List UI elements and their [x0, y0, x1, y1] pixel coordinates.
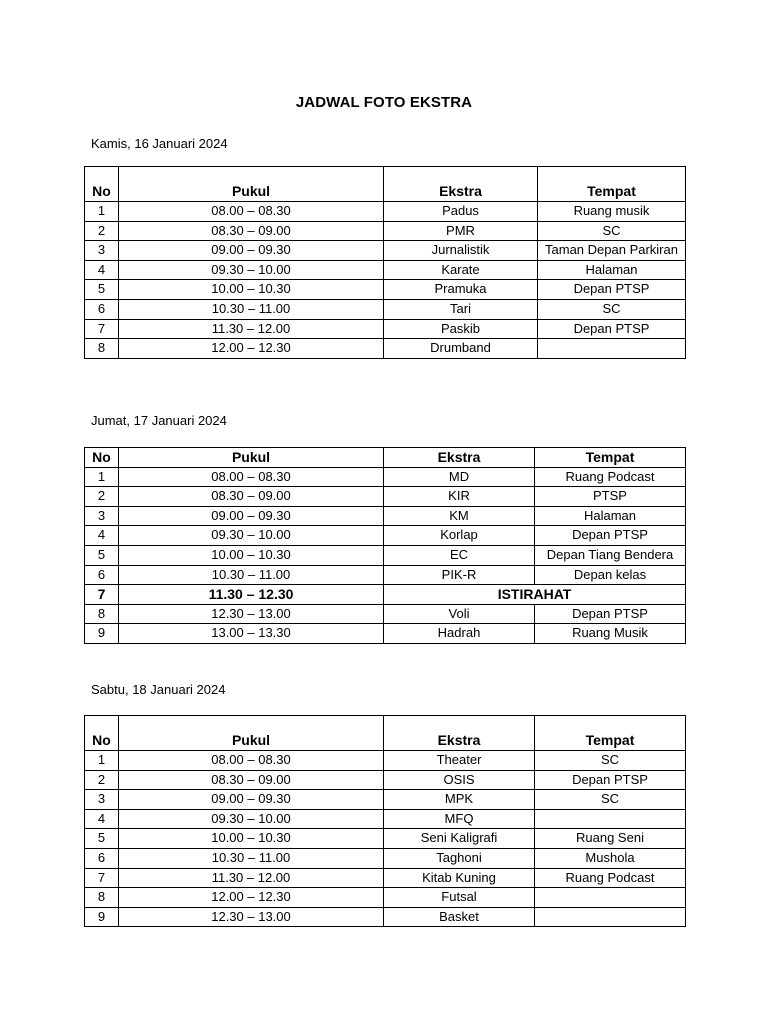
cell-ekstra: Kitab Kuning: [384, 868, 535, 888]
table-row: [85, 467, 686, 487]
cell-ekstra: Taghoni: [384, 848, 535, 868]
cell-istirahat: ISTIRAHAT: [384, 585, 686, 605]
cell-ekstra: MD: [384, 467, 535, 487]
cell-tempat: Halaman: [535, 506, 686, 526]
cell-tempat: Depan PTSP: [538, 319, 686, 339]
cell-tempat: SC: [538, 221, 686, 241]
header-ekstra: Ekstra: [384, 167, 538, 202]
cell-tempat: Ruang musik: [538, 202, 686, 222]
cell-tempat: [535, 907, 686, 927]
cell-ekstra: Korlap: [384, 526, 535, 546]
cell-pukul: 09.00 – 09.30: [119, 241, 384, 261]
cell-pukul: 10.00 – 10.30: [119, 545, 384, 565]
cell-tempat: Ruang Musik: [535, 624, 686, 644]
table-row-break: [85, 585, 686, 605]
day-label: Kamis, 16 Januari 2024: [91, 136, 228, 151]
cell-tempat: Ruang Podcast: [535, 467, 686, 487]
cell-pukul: 12.00 – 12.30: [119, 888, 384, 908]
cell-no: 6: [85, 848, 119, 868]
cell-pukul: 10.00 – 10.30: [119, 829, 384, 849]
cell-no: 2: [85, 770, 119, 790]
cell-no: 4: [85, 260, 119, 280]
table-row: [85, 221, 686, 241]
cell-no: 5: [85, 545, 119, 565]
cell-ekstra: KM: [384, 506, 535, 526]
table-row: [85, 624, 686, 644]
cell-pukul: 11.30 – 12.30: [119, 585, 384, 605]
cell-no: 9: [85, 624, 119, 644]
cell-no: 5: [85, 280, 119, 300]
cell-ekstra: Padus: [384, 202, 538, 222]
cell-tempat: [535, 888, 686, 908]
cell-ekstra: PMR: [384, 221, 538, 241]
cell-ekstra: PIK-R: [384, 565, 535, 585]
schedule-table-day-3: [84, 715, 686, 927]
header-tempat: Tempat: [535, 716, 686, 751]
cell-pukul: 12.30 – 13.00: [119, 907, 384, 927]
cell-tempat: Ruang Seni: [535, 829, 686, 849]
cell-ekstra: Pramuka: [384, 280, 538, 300]
cell-pukul: 09.30 – 10.00: [119, 260, 384, 280]
cell-no: 1: [85, 467, 119, 487]
table-row: [85, 565, 686, 585]
table-row: [85, 829, 686, 849]
cell-ekstra: Basket: [384, 907, 535, 927]
schedule-table-day-1: [84, 166, 686, 359]
cell-no: 8: [85, 888, 119, 908]
cell-ekstra: Theater: [384, 751, 535, 771]
cell-no: 4: [85, 809, 119, 829]
cell-pukul: 13.00 – 13.30: [119, 624, 384, 644]
cell-tempat: Taman Depan Parkiran: [538, 241, 686, 261]
cell-pukul: 09.30 – 10.00: [119, 809, 384, 829]
table-row: [85, 790, 686, 810]
cell-pukul: 11.30 – 12.00: [119, 319, 384, 339]
cell-pukul: 10.30 – 11.00: [119, 848, 384, 868]
cell-ekstra: Hadrah: [384, 624, 535, 644]
page-title: JADWAL FOTO EKSTRA: [295, 94, 473, 111]
table-row: [85, 487, 686, 507]
table-row: [85, 888, 686, 908]
cell-pukul: 12.30 – 13.00: [119, 604, 384, 624]
header-tempat: Tempat: [535, 448, 686, 468]
header-no: No: [85, 448, 119, 468]
cell-pukul: 08.30 – 09.00: [119, 221, 384, 241]
cell-pukul: 09.00 – 09.30: [119, 506, 384, 526]
cell-pukul: 08.30 – 09.00: [119, 770, 384, 790]
cell-tempat: Depan kelas: [535, 565, 686, 585]
cell-pukul: 08.00 – 08.30: [119, 467, 384, 487]
cell-tempat: SC: [535, 790, 686, 810]
table-row: [85, 319, 686, 339]
cell-ekstra: Karate: [384, 260, 538, 280]
cell-pukul: 11.30 – 12.00: [119, 868, 384, 888]
cell-ekstra: EC: [384, 545, 535, 565]
table-header-row: [85, 716, 686, 751]
cell-tempat: SC: [538, 299, 686, 319]
cell-pukul: 08.00 – 08.30: [119, 202, 384, 222]
cell-ekstra: Drumband: [384, 339, 538, 359]
cell-no: 9: [85, 907, 119, 927]
table-row: [85, 545, 686, 565]
cell-no: 7: [85, 868, 119, 888]
cell-ekstra: Tari: [384, 299, 538, 319]
cell-pukul: 08.00 – 08.30: [119, 751, 384, 771]
table-header-row: [85, 448, 686, 468]
table-row: [85, 868, 686, 888]
cell-tempat: Depan PTSP: [535, 526, 686, 546]
header-ekstra: Ekstra: [384, 448, 535, 468]
cell-tempat: Depan PTSP: [535, 604, 686, 624]
cell-tempat: Depan Tiang Bendera: [535, 545, 686, 565]
cell-tempat: Ruang Podcast: [535, 868, 686, 888]
cell-pukul: 10.30 – 11.00: [119, 565, 384, 585]
table-row: [85, 339, 686, 359]
header-no: No: [85, 167, 119, 202]
table-row: [85, 299, 686, 319]
header-ekstra: Ekstra: [384, 716, 535, 751]
cell-tempat: [535, 809, 686, 829]
cell-ekstra: Paskib: [384, 319, 538, 339]
schedule-table-day-2: [84, 447, 686, 644]
table-row: [85, 260, 686, 280]
header-pukul: Pukul: [119, 716, 384, 751]
cell-pukul: 10.30 – 11.00: [119, 299, 384, 319]
cell-no: 6: [85, 299, 119, 319]
table-row: [85, 280, 686, 300]
table-row: [85, 848, 686, 868]
table-row: [85, 809, 686, 829]
day-label: Sabtu, 18 Januari 2024: [91, 682, 226, 697]
table-row: [85, 907, 686, 927]
table-header-row: [85, 167, 686, 202]
cell-no: 7: [85, 585, 119, 605]
cell-no: 3: [85, 790, 119, 810]
table-row: [85, 506, 686, 526]
cell-ekstra: Voli: [384, 604, 535, 624]
header-no: No: [85, 716, 119, 751]
day-label: Jumat, 17 Januari 2024: [91, 413, 227, 428]
header-tempat: Tempat: [538, 167, 686, 202]
cell-ekstra: Futsal: [384, 888, 535, 908]
cell-no: 6: [85, 565, 119, 585]
cell-tempat: Halaman: [538, 260, 686, 280]
header-pukul: Pukul: [119, 167, 384, 202]
cell-no: 1: [85, 751, 119, 771]
cell-no: 1: [85, 202, 119, 222]
cell-no: 4: [85, 526, 119, 546]
cell-no: 3: [85, 241, 119, 261]
table-row: [85, 241, 686, 261]
cell-tempat: [538, 339, 686, 359]
cell-ekstra: Jurnalistik: [384, 241, 538, 261]
table-row: [85, 751, 686, 771]
cell-no: 2: [85, 221, 119, 241]
table-row: [85, 526, 686, 546]
cell-tempat: Mushola: [535, 848, 686, 868]
table-row: [85, 770, 686, 790]
cell-tempat: PTSP: [535, 487, 686, 507]
cell-no: 3: [85, 506, 119, 526]
cell-tempat: SC: [535, 751, 686, 771]
cell-pukul: 12.00 – 12.30: [119, 339, 384, 359]
cell-pukul: 10.00 – 10.30: [119, 280, 384, 300]
header-pukul: Pukul: [119, 448, 384, 468]
cell-ekstra: MFQ: [384, 809, 535, 829]
cell-pukul: 08.30 – 09.00: [119, 487, 384, 507]
cell-tempat: Depan PTSP: [538, 280, 686, 300]
cell-no: 2: [85, 487, 119, 507]
table-row: [85, 202, 686, 222]
cell-ekstra: OSIS: [384, 770, 535, 790]
cell-no: 7: [85, 319, 119, 339]
cell-pukul: 09.00 – 09.30: [119, 790, 384, 810]
cell-ekstra: KIR: [384, 487, 535, 507]
cell-no: 8: [85, 339, 119, 359]
cell-no: 5: [85, 829, 119, 849]
cell-ekstra: MPK: [384, 790, 535, 810]
table-row: [85, 604, 686, 624]
cell-tempat: Depan PTSP: [535, 770, 686, 790]
cell-pukul: 09.30 – 10.00: [119, 526, 384, 546]
cell-no: 8: [85, 604, 119, 624]
cell-ekstra: Seni Kaligrafi: [384, 829, 535, 849]
